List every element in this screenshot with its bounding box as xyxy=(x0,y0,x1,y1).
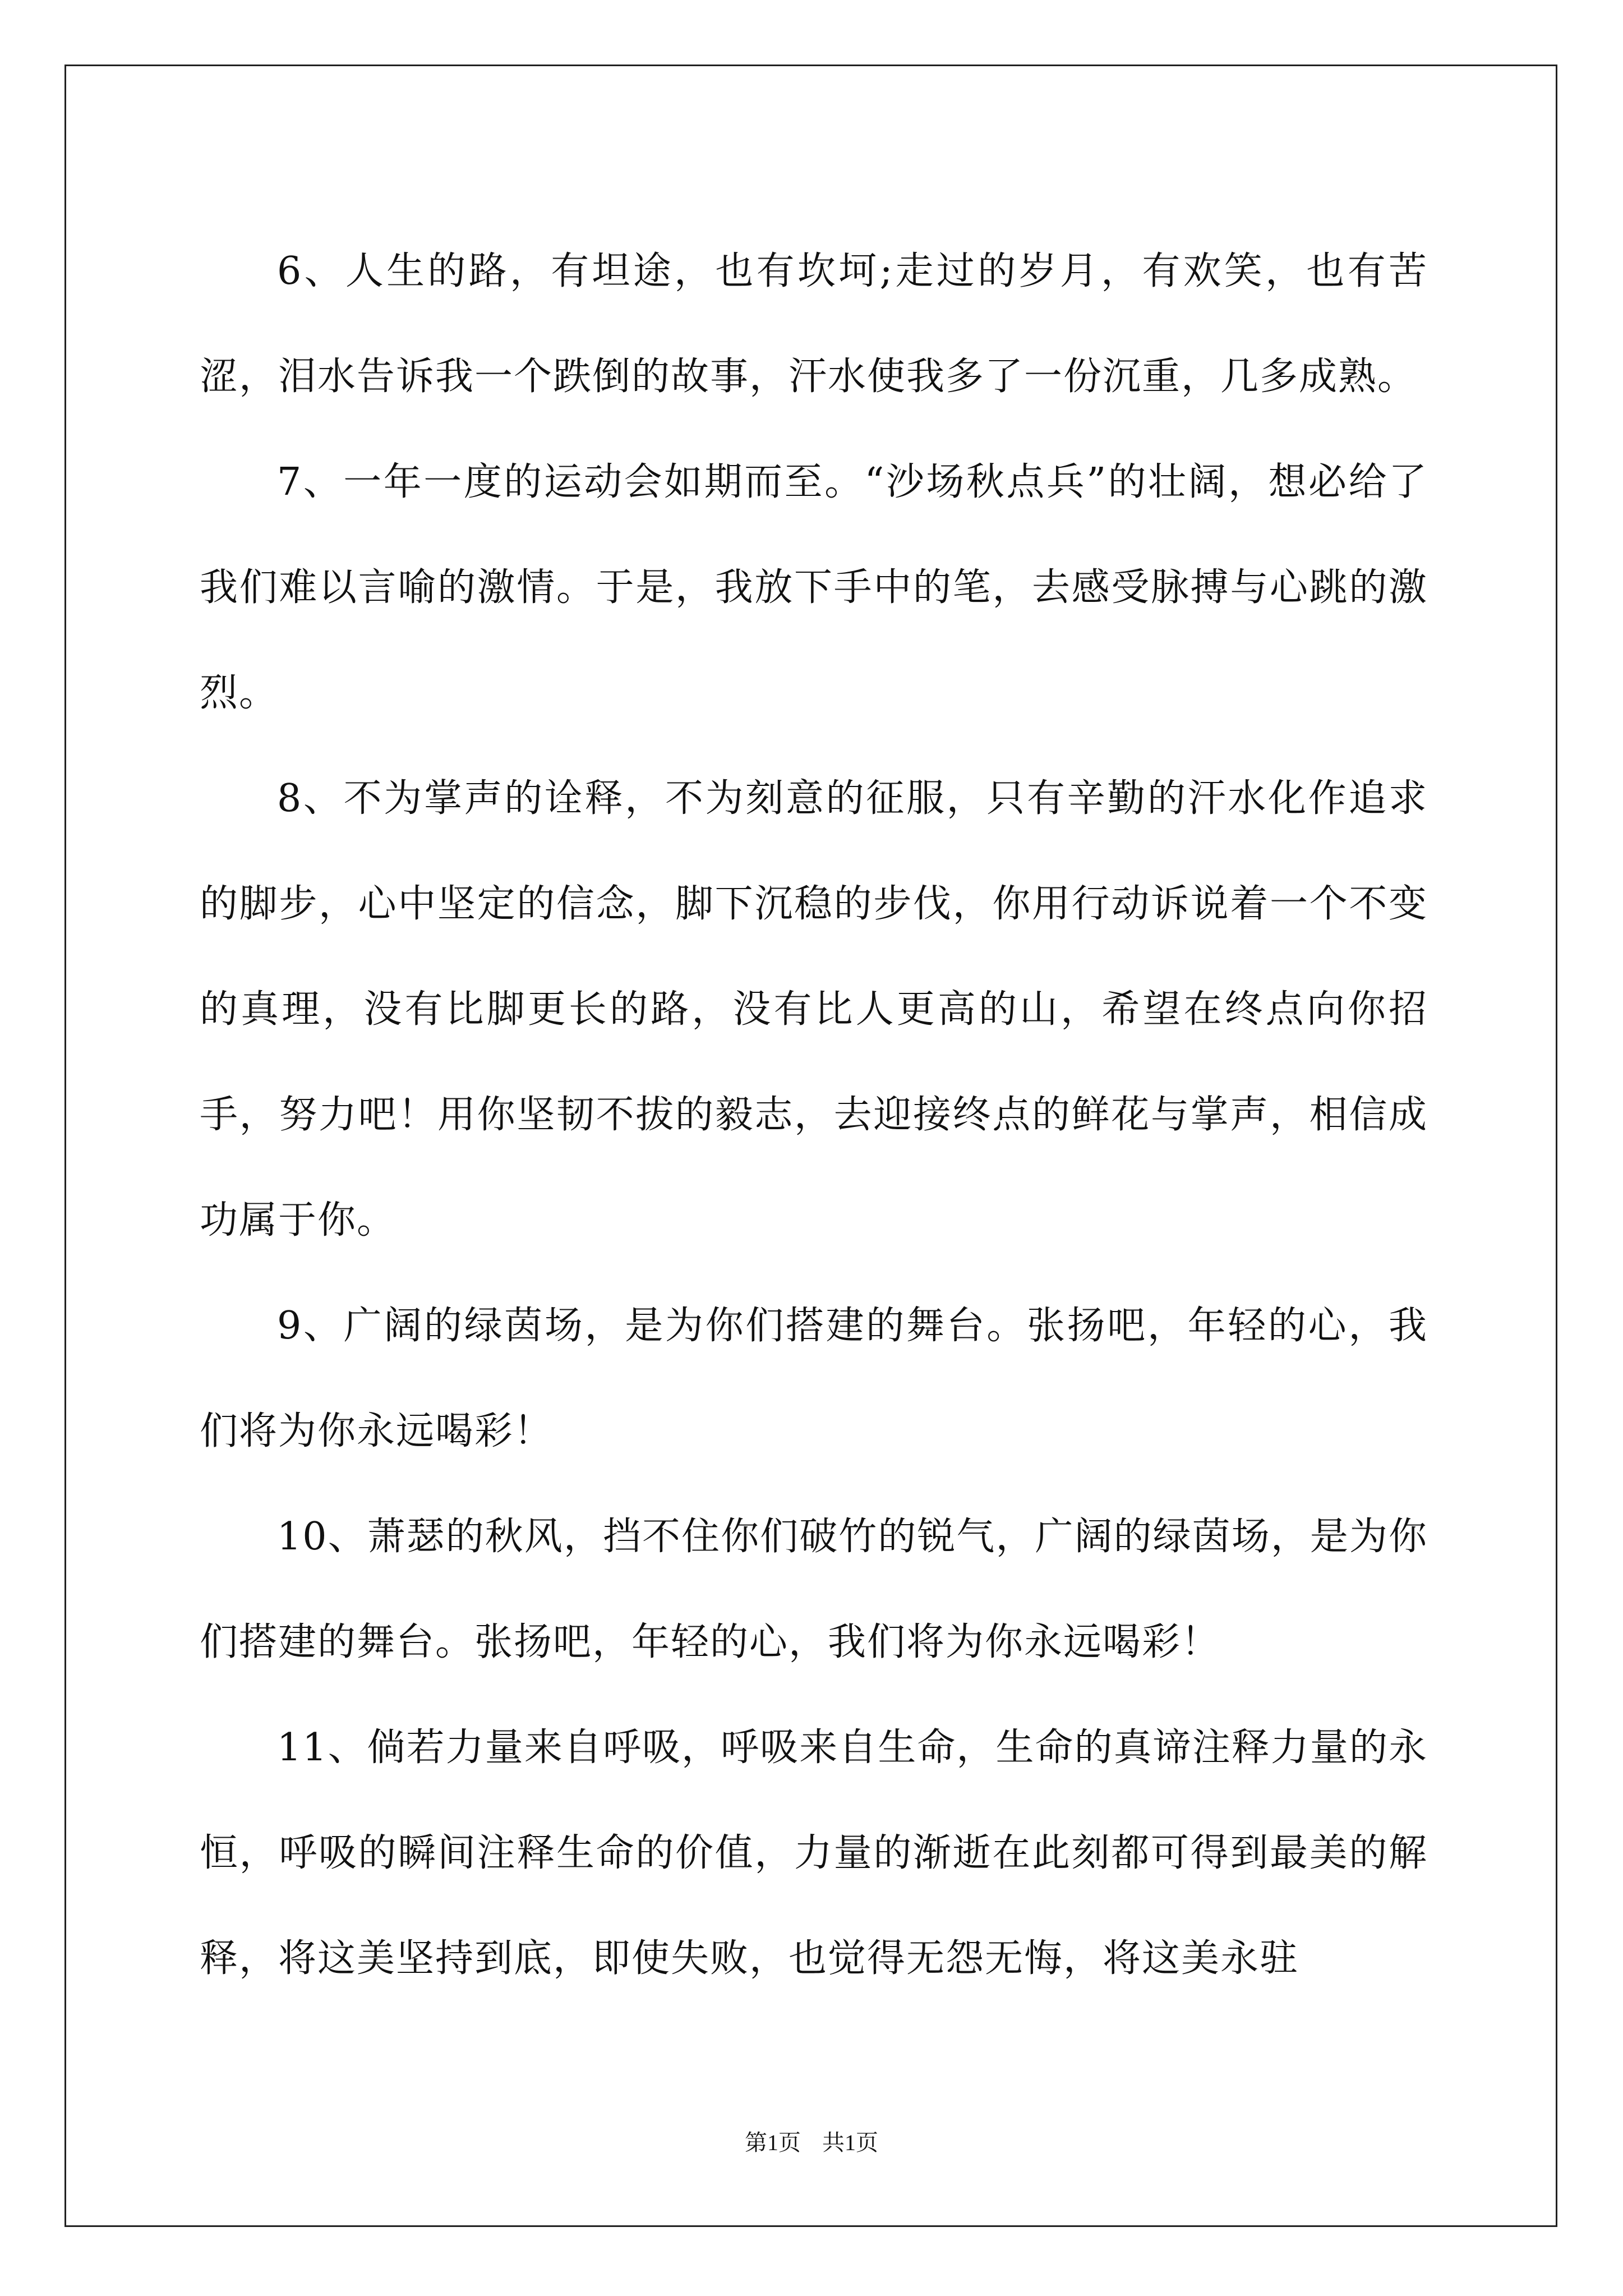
paragraph-11: 11、倘若力量来自呼吸，呼吸来自生命，生命的真谛注释力量的永恒，呼吸的瞬间注释生命的价值，力量的渐逝在此刻都可得到最美的解释，将这美坚持到底，即使失败，也觉得无怨无悔，将这美永驻 xyxy=(200,1726,1428,1981)
page-footer xyxy=(0,2125,1623,2157)
paragraph-7: 7、一年一度的运动会如期而至。“沙场秋点兵”的壮阔，想必给了我们难以言喻的激情。于是，我放下手中的笔，去感受脉搏与心跳的激烈。 xyxy=(200,460,1428,715)
page-number: 第1页 xyxy=(745,2130,801,2155)
paragraph-8: 8、不为掌声的诠释，不为刻意的征服，只有辛勤的汗水化作追求的脚步，心中坚定的信念，脚下沉稳的步伐，你用行动诉说着一个不变的真理，没有比脚更长的路，没有比人更高的山，希望在终点向你招手，努力吧！用你坚韧不拔的毅志，去迎接终点的鲜花与掌声，相信成功属于你。 xyxy=(200,776,1428,1243)
page-total: 共1页 xyxy=(822,2130,878,2155)
paragraph-9: 9、广阔的绿茵场，是为你们搭建的舞台。张扬吧，年轻的心，我们将为你永远喝彩！ xyxy=(200,1304,1428,1453)
paragraph-10: 10、萧瑟的秋风，挡不住你们破竹的锐气，广阔的绿茵场，是为你们搭建的舞台。张扬吧，年轻的心，我们将为你永远喝彩！ xyxy=(200,1515,1428,1664)
document-body xyxy=(200,219,1428,2012)
paragraph-6: 6、人生的路，有坦途，也有坎坷;走过的岁月，有欢笑，也有苦涩，泪水告诉我一个跌倒的故事，汗水使我多了一份沉重，几多成熟。 xyxy=(200,249,1428,399)
